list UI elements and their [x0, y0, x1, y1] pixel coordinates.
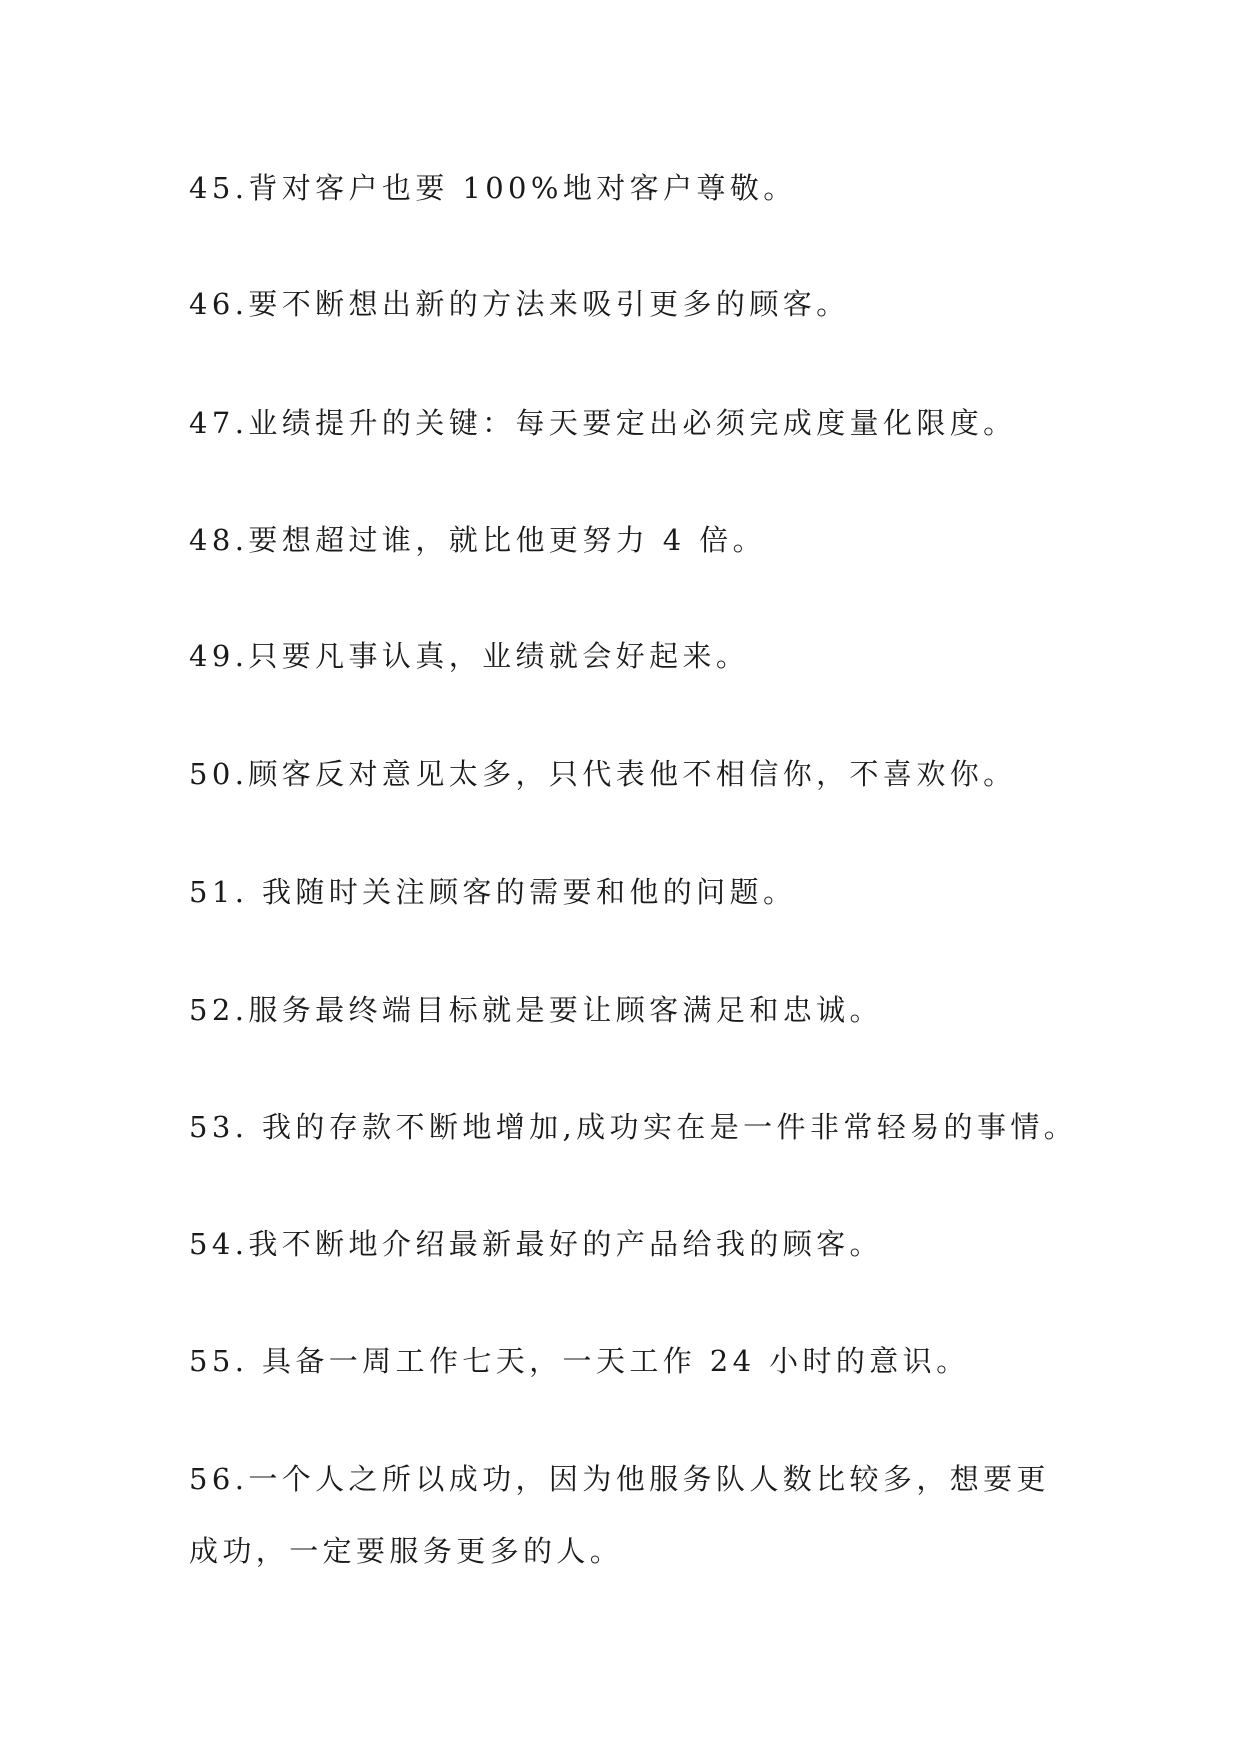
paragraph-46: 46.要不断想出新的方法来吸引更多的顾客。 [189, 287, 850, 321]
paragraph-49: 49.只要凡事认真，业绩就会好起来。 [189, 639, 750, 673]
paragraph-53: 53. 我的存款不断地增加,成功实在是一件非常轻易的事情。 [189, 1110, 1078, 1144]
paragraph-54: 54.我不断地介绍最新最好的产品给我的顾客。 [189, 1227, 883, 1261]
paragraph-56: 56.一个人之所以成功，因为他服务队人数比较多，想要更 [189, 1462, 1050, 1496]
paragraph-45: 45.背对客户也要 100%地对客户尊敬。 [189, 171, 797, 205]
paragraph-48: 48.要想超过谁，就比他更努力 4 倍。 [189, 523, 767, 557]
paragraph-50: 50.顾客反对意见太多，只代表他不相信你，不喜欢你。 [189, 757, 1017, 791]
paragraph-52: 52.服务最终端目标就是要让顾客满足和忠诚。 [189, 993, 883, 1027]
paragraph-55: 55. 具备一周工作七天，一天工作 24 小时的意识。 [189, 1344, 970, 1378]
paragraph-51: 51. 我随时关注顾客的需要和他的问题。 [189, 875, 797, 909]
paragraph-47: 47.业绩提升的关键：每天要定出必须完成度量化限度。 [189, 406, 1017, 440]
paragraph-56-continued: 成功，一定要服务更多的人。 [189, 1534, 624, 1568]
